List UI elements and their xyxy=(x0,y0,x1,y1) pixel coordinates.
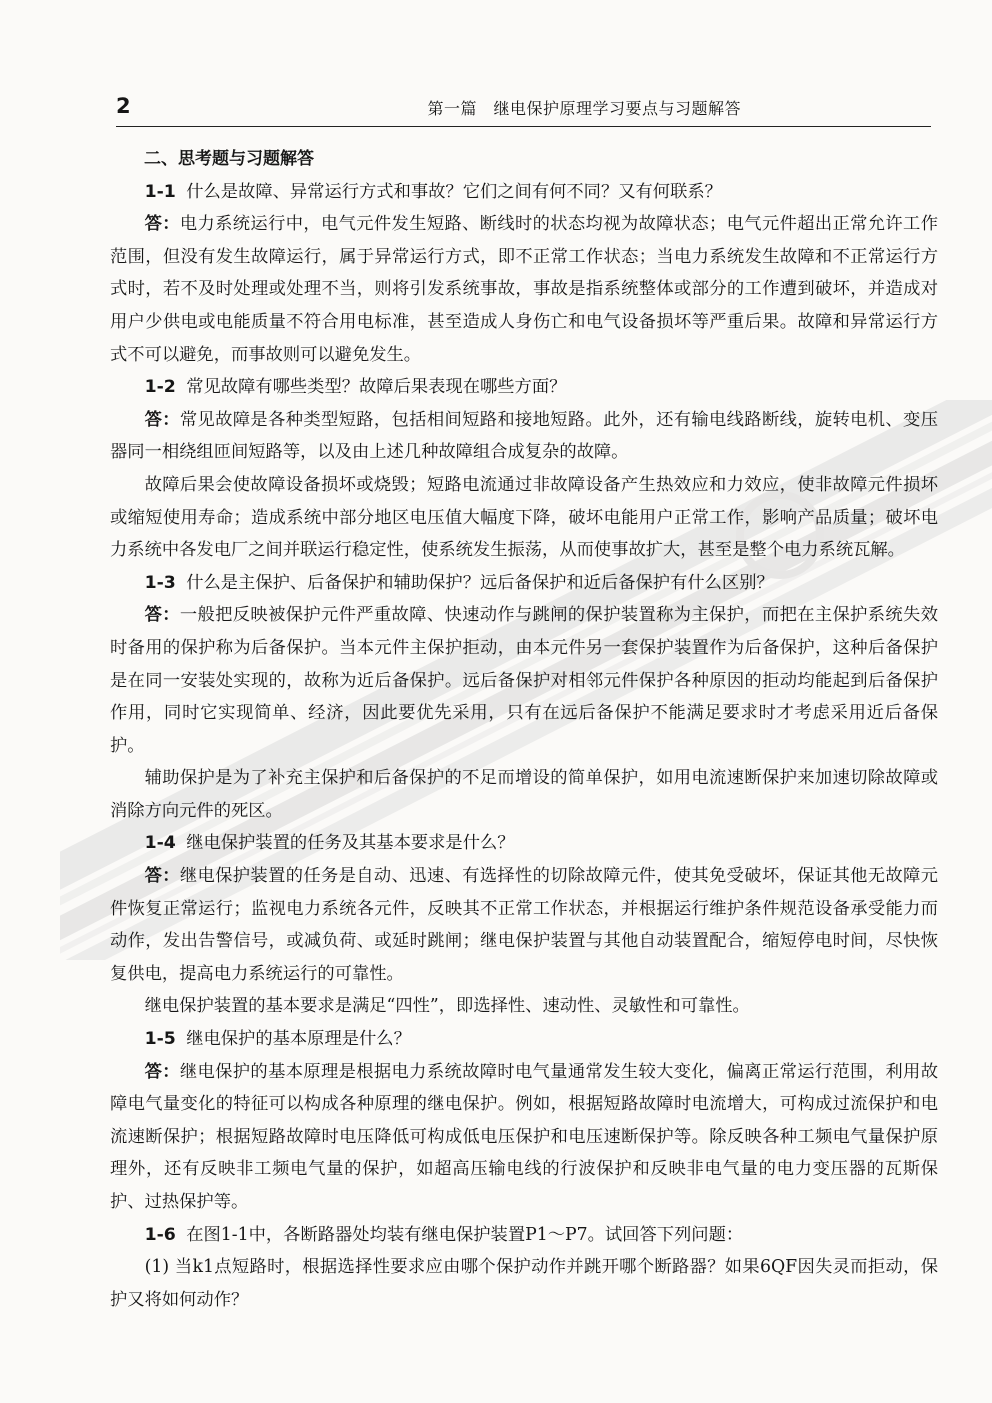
question-paragraph xyxy=(110,567,938,600)
body-paragraph: (1) 当k1点短路时，根据选择性要求应由哪个保护动作并跳开哪个断路器？如果6QF因失灵而拒动，保护又将如何动作？ xyxy=(110,1257,938,1310)
answer-paragraph xyxy=(110,860,938,990)
question-paragraph xyxy=(110,176,938,209)
question-paragraph xyxy=(110,371,938,404)
question-text: 继电保护装置的任务及其基本要求是什么？ xyxy=(186,833,515,854)
answer-paragraph xyxy=(110,404,938,469)
page-header xyxy=(116,94,931,127)
answer-paragraph xyxy=(110,208,938,371)
body-paragraph: 故障后果会使故障设备损坏或烧毁；短路电流通过非故障设备产生热效应和力效应，使非故障元件损坏或缩短使用寿命；造成系统中部分地区电压值大幅度下降，破坏电能用户正常工作，影响产品质量；破坏电力系统中各发电厂之间并联运行稳定性，使系统发生振荡，从而使事故扩大，甚至是整个电力系统瓦解。 xyxy=(110,474,938,561)
answer-text: 继电保护装置的任务是自动、迅速、有选择性的切除故障元件，使其免受破坏，保证其他无故障元件恢复正常运行；监视电力系统各元件，反映其不正常工作状态，并根据运行维护条件规范设备承受能力而动作，发出告警信号，或减负荷、或延时跳闸；继电保护装置与其他自动装置配合，缩短停电时间，尽快恢复供电，提高电力系统运行的可靠性。 xyxy=(110,866,938,984)
question-text: 什么是故障、异常运行方式和事故？它们之间有何不同？又有何联系？ xyxy=(186,181,722,202)
question-text: 常见故障有哪些类型？故障后果表现在哪些方面？ xyxy=(186,377,567,398)
question-number: 1-5 xyxy=(144,1029,176,1050)
answer-paragraph xyxy=(110,1056,938,1219)
question-text: 在图1-1中，各断路器处均装有继电保护装置P1～P7。试回答下列问题： xyxy=(186,1224,744,1245)
answer-label: 答： xyxy=(144,214,180,235)
answer-label: 答： xyxy=(144,409,180,430)
question-paragraph xyxy=(110,1023,938,1056)
question-number: 1-2 xyxy=(144,377,176,398)
answer-text: 电力系统运行中，电气元件发生短路、断线时的状态均视为故障状态；电气元件超出正常允许工作范围，但没有发生故障运行，属于异常运行方式，即不正常工作状态；当电力系统发生故障和不正常运行方式时，若不及时处理或处理不当，则将引发系统事故，事故是指系统整体或部分的工作遭到破坏，并造成对用户少供电或电能质量不符合用电标准，甚至造成人身伤亡和电气设备损坏等严重后果。故障和异常运行方式不可以避免，而事故则可以避免发生。 xyxy=(110,214,938,365)
question-paragraph xyxy=(110,1219,938,1252)
question-paragraph xyxy=(110,827,938,860)
question-number: 1-4 xyxy=(144,833,176,854)
question-number: 1-6 xyxy=(144,1224,176,1245)
answer-paragraph xyxy=(110,599,938,762)
answer-text: 继电保护的基本原理是根据电力系统故障时电气量通常发生较大变化，偏离正常运行范围，利用故障电气量变化的特征可以构成各种原理的继电保护。例如，根据短路故障时电流增大，可构成过流保护和电流速断保护；根据短路故障时电压降低可构成低电压保护和电压速断保护等。除反映各种工频电气量保护原理外，还有反映非工频电气量的保护，如超高压输电线的行波保护和反映非电气量的电力变压器的瓦斯保护、过热保护等。 xyxy=(110,1061,938,1212)
page-number: 2 xyxy=(116,94,131,118)
question-number: 1-1 xyxy=(144,181,176,202)
answer-text: 一般把反映被保护元件严重故障、快速动作与跳闸的保护装置称为主保护，而把在主保护系统失效时备用的保护称为后备保护。当本元件主保护拒动，由本元件另一套保护装置作为后备保护，这种后备保护是在同一安装处实现的，故称为近后备保护。远后备保护对相邻元件保护各种原因的拒动均能起到后备保护作用，同时它实现简单、经济，因此要优先采用，只有在远后备保护不能满足要求时才考虑采用近后备保护。 xyxy=(110,605,938,756)
answer-text: 常见故障是各种类型短路，包括相间短路和接地短路。此外，还有输电线路断线，旋转电机、变压器同一相绕组匝间短路等，以及由上述几种故障组合成复杂的故障。 xyxy=(110,409,938,463)
main-text xyxy=(110,143,938,1316)
question-text: 继电保护的基本原理是什么？ xyxy=(186,1029,411,1050)
answer-label: 答： xyxy=(144,1061,180,1082)
section-title: 二、思考题与习题解答 xyxy=(144,149,314,169)
running-title: 第一篇 继电保护原理学习要点与习题解答 xyxy=(427,99,741,118)
question-number: 1-3 xyxy=(144,572,176,593)
answer-label: 答： xyxy=(144,605,180,626)
body-paragraph: 辅助保护是为了补充主保护和后备保护的不足而增设的简单保护，如用电流速断保护来加速切除故障或消除方向元件的死区。 xyxy=(110,768,938,821)
qa-blocks xyxy=(110,176,938,1317)
body-paragraph: 继电保护装置的基本要求是满足“四性”，即选择性、速动性、灵敏性和可靠性。 xyxy=(144,996,750,1017)
answer-label: 答： xyxy=(144,866,180,887)
question-text: 什么是主保护、后备保护和辅助保护？远后备保护和近后备保护有什么区别？ xyxy=(186,572,774,593)
